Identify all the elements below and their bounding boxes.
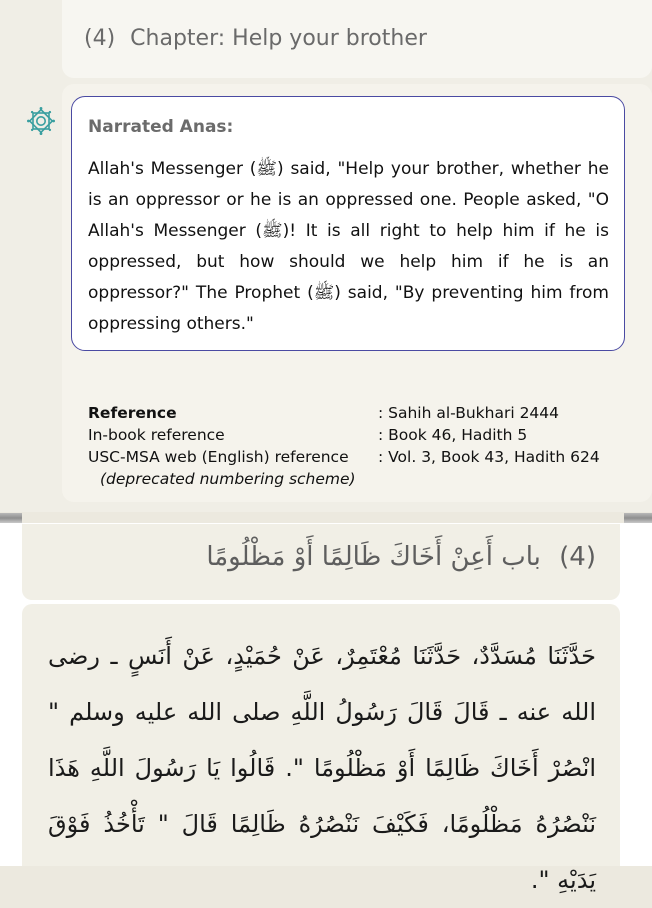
usc-msa-reference-value: : Vol. 3, Book 43, Hadith 624	[378, 448, 600, 466]
ornament-star-icon	[26, 106, 56, 136]
hadith-arabic-text: حَدَّثَنَا مُسَدَّدٌ، حَدَّثَنَا مُعْتَمِرٌ، عَنْ حُمَيْدٍ، عَنْ أَنَسٍ ـ رضى الله عنه ـ قَالَ قَالَ رَسُولُ اللَّهِ صلى الله عليه وسلم " انْصُرْ أَخَاكَ ظَالِمًا أَوْ مَظْلُومًا ". قَالُوا يَا رَسُولَ اللَّهِ هَذَا نَنْصُرُهُ مَظْلُومًا، فَكَيْفَ نَنْصُرُهُ ظَالِمًا قَالَ " تَأْخُذُ فَوْقَ يَدَيْهِ ".	[48, 642, 596, 894]
chapter-number: (4)	[84, 26, 116, 51]
chapter-title	[84, 26, 427, 51]
usc-msa-reference-label: USC-MSA web (English) reference	[88, 448, 349, 466]
reference-value: : Sahih al-Bukhari 2444	[378, 404, 560, 422]
arabic-chapter-title-text: باب أَعِنْ أَخَاكَ ظَالِمًا أَوْ مَظْلُومًا	[206, 542, 541, 572]
arabic-chapter-title	[206, 542, 596, 572]
inbook-reference-value: : Book 46, Hadith 5	[378, 426, 528, 444]
section-divider-right	[624, 513, 652, 523]
deprecated-note: (deprecated numbering scheme)	[100, 470, 356, 488]
narrator-label: Narrated Anas:	[88, 117, 234, 137]
inbook-reference-label: In-book reference	[88, 426, 225, 444]
section-divider-left	[0, 513, 22, 523]
hadith-english-text: Allah's Messenger (ﷺ) said, "Help your brother, whether he is an oppressor or he is an oppressed one. People asked, "O Allah's Messenger (ﷺ)! It is all right to help him if he is oppressed, but how should we help him if he is an oppressor?" The Prophet (ﷺ) said, "By preventing him from oppressing others."	[88, 159, 609, 334]
hadith-english-box	[71, 96, 625, 351]
chapter-title-text: Chapter: Help your brother	[130, 26, 427, 51]
arabic-chapter-number: (4)	[559, 542, 596, 572]
reference-label: Reference	[88, 404, 177, 422]
